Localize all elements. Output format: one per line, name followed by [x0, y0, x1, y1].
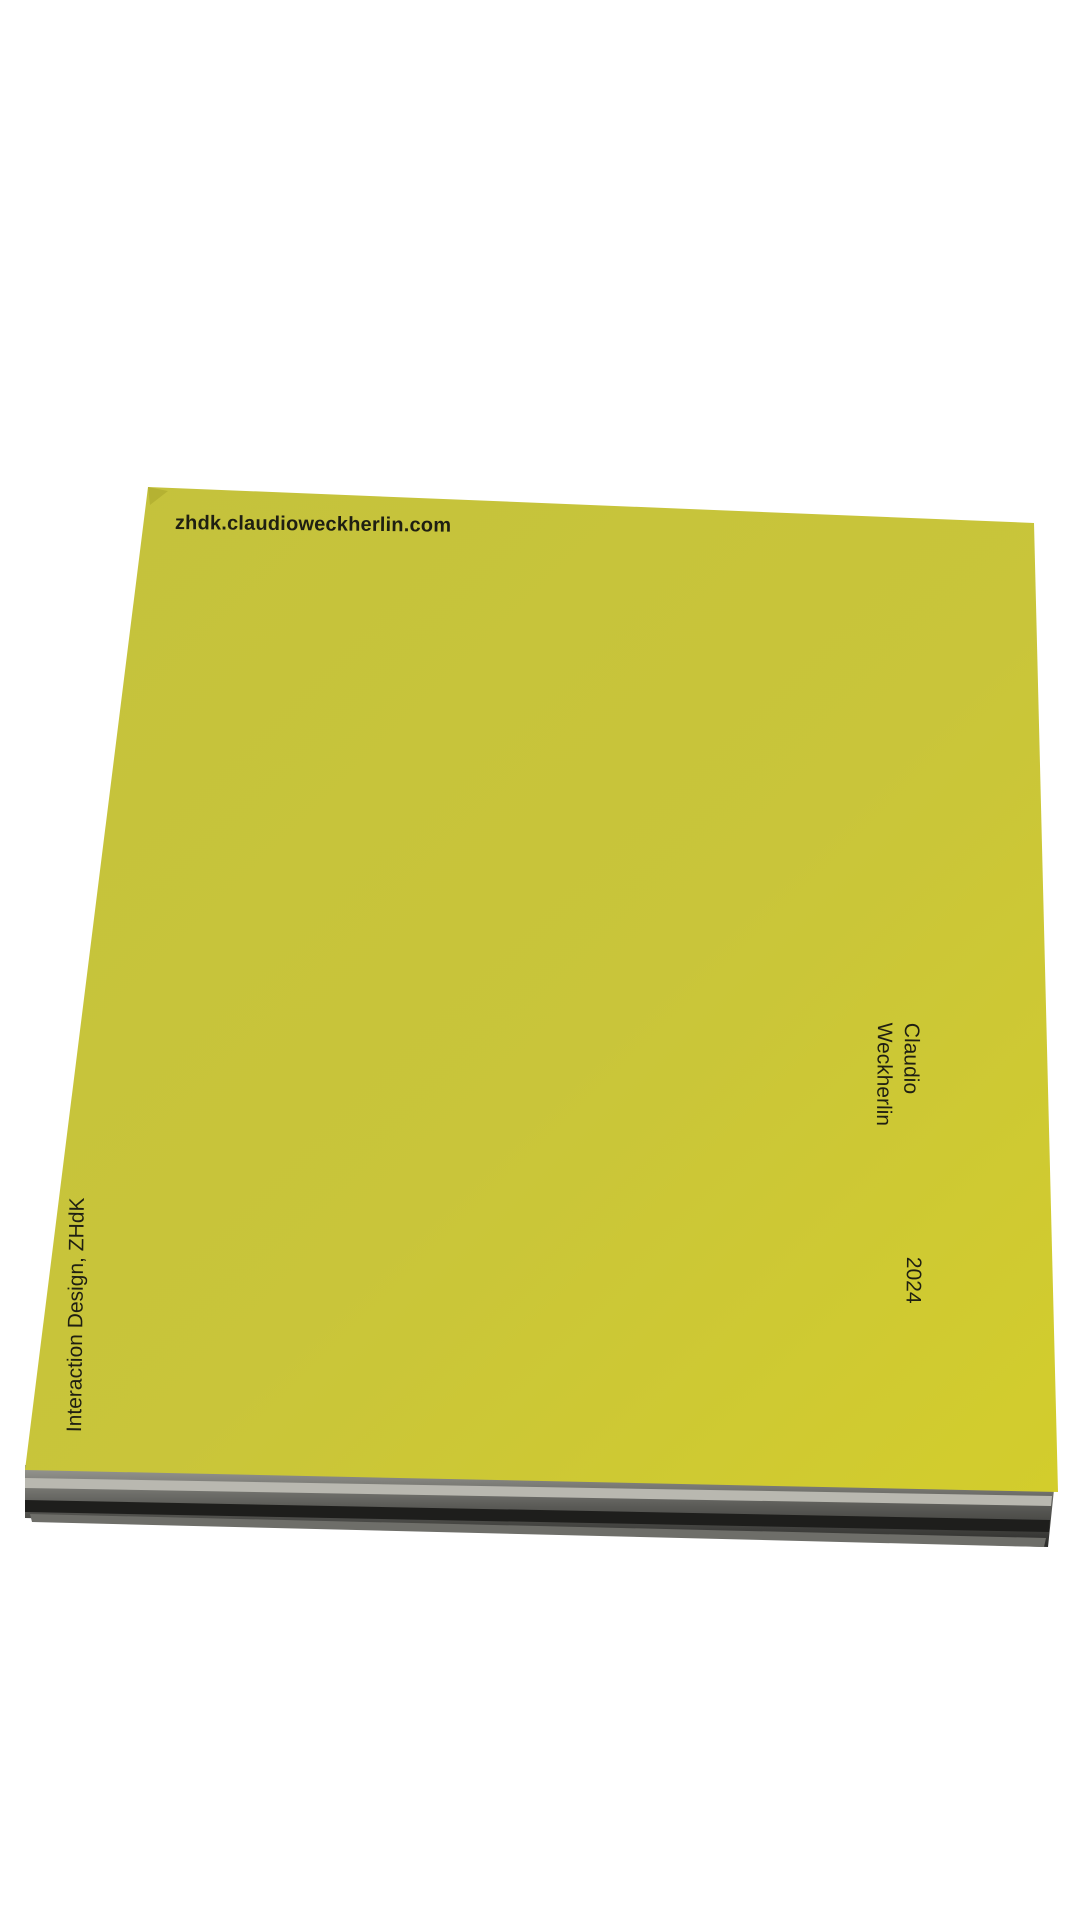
cover-author [870, 1022, 925, 1126]
book-cover [25, 487, 1058, 1492]
cover-year: 2024 [901, 1256, 925, 1304]
cover-author-last: Weckherlin [871, 1022, 897, 1127]
cover-author-first: Claudio [899, 1022, 924, 1095]
cover-program: Interaction Design, ZHdK [63, 1197, 89, 1433]
cover-url: zhdk.claudioweckherlin.com [174, 512, 452, 537]
